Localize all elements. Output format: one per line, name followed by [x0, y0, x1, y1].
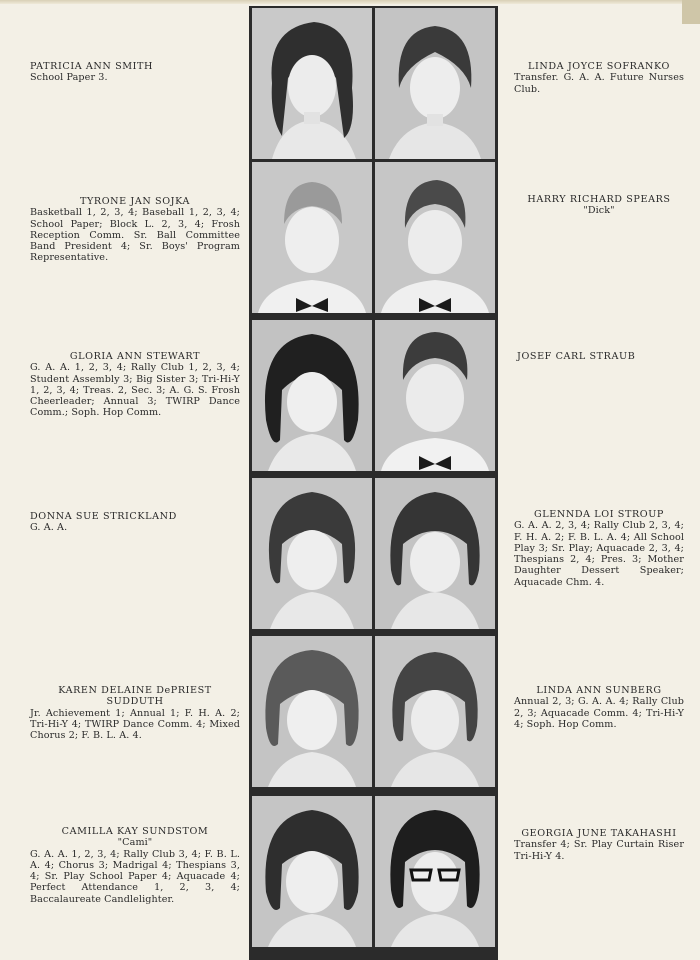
student-name: KAREN DELAINE DePRIEST SUDDUTH [58, 685, 212, 708]
portrait-photo [375, 8, 495, 159]
student-activities: G. A. A. 1, 2, 3, 4; Rally Club 3, 4; F. B. L. A. 4; Chorus 3; Madrigal 4; Thespians 3, 4; Sr. Play School Paper 4; Aquacade 4; Perfect Attendance 1, 2, 3, 4; Baccalaureate Candlelighter. [30, 848, 240, 905]
student-entry-sunberg [514, 685, 684, 730]
student-entry-spears [514, 194, 684, 217]
student-activities: G. A. A. 1, 2, 3, 4; Rally Club 1, 2, 3, 4; Student Assembly 3; Big Sister 3; Tri-Hi-Y 1, 2, 3, 4; Treas. 2, Sec. 3; A. G. S. Frosh Cheerleader; Annual 3; TWIRP Dance Comm.; Soph. Hop Comm. [30, 362, 240, 419]
student-activities: School Paper 3. [30, 72, 108, 84]
portrait-photo [375, 796, 495, 947]
student-activities: Annual 2, 3; G. A. A. 4; Rally Club 2, 3; Aquacade Comm. 4; Tri-Hi-Y 4; Soph. Hop Comm. [514, 696, 684, 730]
student-activities: Jr. Achievement 1; Annual 1; F. H. A. 2; Tri-Hi-Y 4; TWIRP Dance Comm. 4; Mixed Chorus 2; F. B. L. A. 4. [30, 707, 240, 742]
student-name: DONNA SUE STRICKLAND [30, 511, 177, 522]
portrait-photo [375, 162, 495, 313]
portrait-photo [252, 478, 372, 629]
student-name: GLENNDA LOI STROUP [534, 509, 664, 520]
page-corner [682, 0, 700, 24]
portrait-female-icon [252, 320, 372, 471]
student-name: LINDA JOYCE SOFRANKO [528, 61, 670, 72]
student-activities: Transfer 4; Sr. Play Curtain Riser Tri-Hi-Y 4. [514, 839, 684, 862]
student-entry-strickland [30, 511, 240, 534]
photo-column [249, 6, 498, 960]
student-name: CAMILLA KAY SUNDSTOM [61, 826, 209, 837]
portrait-female-icon [252, 636, 372, 787]
student-activities: G. A. A. 2, 3, 4; Rally Club 2, 3, 4; F. H. A. 2; F. B. L. A. 4; All School Play 3; Sr. Play; Aquacade 2, 3, 4; Thespians 2, 4; Pres. 3; Mother Daughter Dessert Speaker; Aquacade Chm. 4. [514, 520, 684, 588]
student-entry-sofranko [514, 61, 684, 95]
portrait-photo [252, 796, 372, 947]
page-top-edge [0, 0, 700, 4]
portrait-female-glasses-icon [375, 796, 495, 947]
portrait-photo [252, 320, 372, 471]
student-name: PATRICIA ANN SMITH [30, 61, 154, 72]
portrait-photo [252, 162, 372, 313]
portrait-photo [375, 636, 495, 787]
student-activities: G. A. A. [30, 522, 68, 534]
portrait-photo [252, 636, 372, 787]
portrait-photo [375, 478, 495, 629]
student-entry-sudduth [30, 685, 240, 741]
student-entry-sojka [30, 196, 240, 264]
portrait-female-icon [375, 636, 495, 787]
student-name: TYRONE JAN SOJKA [79, 196, 191, 207]
portrait-female-icon [252, 796, 372, 947]
portrait-photo [375, 320, 495, 471]
portrait-male-icon [252, 162, 372, 313]
student-name: GLORIA ANN STEWART [69, 351, 201, 362]
portrait-female-icon [375, 8, 495, 159]
student-name: GEORGIA JUNE TAKAHASHI [521, 828, 677, 839]
portrait-photo [252, 8, 372, 159]
student-nickname: "Dick" [583, 205, 615, 217]
student-entry-stewart [30, 351, 240, 419]
student-activities: Basketball 1, 2, 3, 4; Baseball 1, 2, 3, 4; School Paper; Block L. 2, 3, 4; Frosh Reception Comm. Sr. Ball Committee Band President 4; Sr. Boys' Program Representative. [30, 207, 240, 264]
student-entry-takahashi [514, 828, 684, 862]
student-name: LINDA ANN SUNBERG [536, 685, 662, 696]
student-name: HARRY RICHARD SPEARS [527, 194, 671, 205]
student-entry-smith [30, 61, 240, 84]
portrait-female-icon [252, 8, 372, 159]
portrait-female-icon [252, 478, 372, 629]
portrait-male-icon [375, 320, 495, 471]
student-activities: Transfer. G. A. A. Future Nurses Club. [514, 72, 684, 95]
portrait-male-icon [375, 162, 495, 313]
student-name: JOSEF CARL STRAUB [517, 351, 636, 362]
student-entry-straub [517, 351, 687, 362]
portrait-female-icon [375, 478, 495, 629]
student-entry-sundstom [30, 826, 240, 905]
student-nickname: "Cami" [117, 837, 153, 849]
student-entry-stroup [514, 509, 684, 588]
